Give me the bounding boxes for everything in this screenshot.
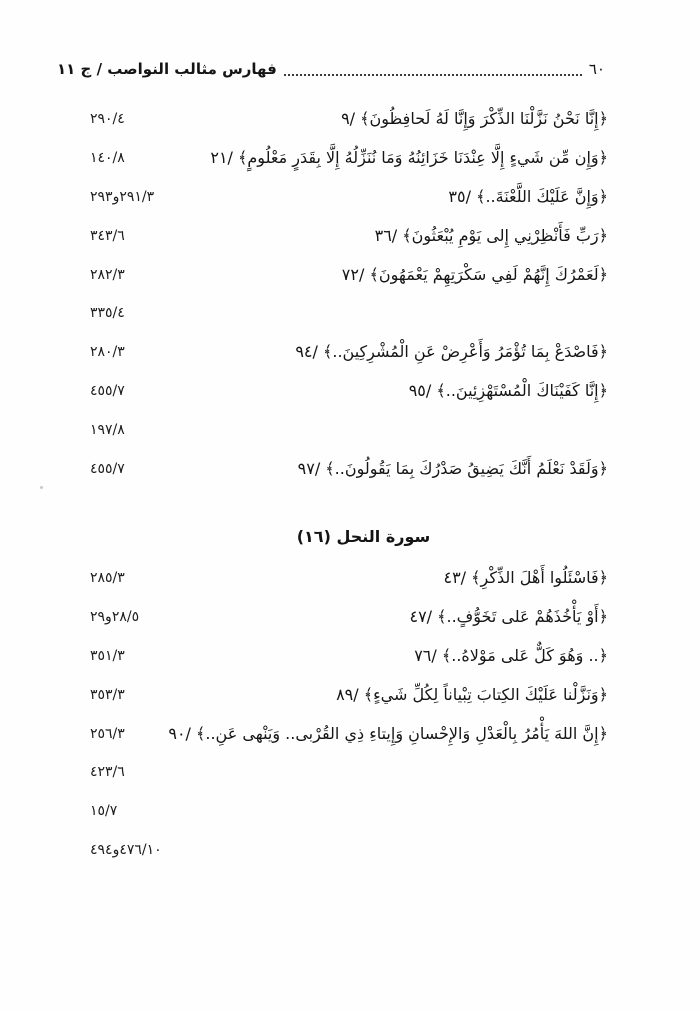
verse-citation: ﴿رَبِّ فَأَنْظِرْنِي إِلى يَوْمِ يُبْعَثُونَ﴾ /٣٦: [374, 225, 608, 245]
volume-page-ref: ٣٥١/٣: [90, 647, 125, 664]
verse-index: [57, 100, 608, 869]
volume-page-ref: ٣٣٥/٤: [90, 305, 125, 322]
verse-citation: ﴿إِنَّا نَحْنُ نَزَّلْنَا الذِّكْرَ وَإِنَّا لَهُ لَحافِظُونَ﴾ /٩: [341, 109, 608, 129]
volume-page-ref: ٤٥٥/٧: [90, 460, 125, 477]
verse-citation: ﴿وَإِنَّ عَلَيْكَ اللَّعْنَةَ..﴾ /٣٥: [448, 186, 608, 206]
index-entry-row: [57, 792, 608, 831]
verse-citation: ﴿وَنَزَّلْنا عَلَيْكَ الكِتابَ تِبْياناً لِكُلِّ شَيءٍ﴾ /٨٩: [336, 684, 608, 704]
volume-page-ref: ٢٨٠/٣: [90, 344, 125, 361]
index-entry-row: [57, 410, 608, 449]
index-entry-row: [57, 178, 608, 217]
index-entry-row: [57, 753, 608, 792]
index-entry-row: [57, 559, 608, 598]
volume-page-ref: ١٩٧/٨: [90, 421, 125, 438]
index-entry-row: [57, 449, 608, 488]
surah-heading: سورة النحل (١٦): [296, 526, 431, 546]
page-header: [57, 54, 605, 82]
index-entry-row: [57, 598, 608, 637]
volume-page-ref: ٢٨٢/٣: [90, 266, 125, 283]
volume-page-ref: ٢٩١/٣و٢٩٣: [90, 188, 155, 205]
index-entry-row: [57, 714, 608, 753]
page-number: ٦٠: [588, 60, 605, 78]
verse-citation: ﴿فَاصْدَعْ بِمَا تُؤْمَرُ وَأَعْرِضْ عَنِ الْمُشْرِكِينَ..﴾ /٩٤: [295, 342, 608, 362]
verse-citation: ﴿فَاسْئَلُوا أَهْلَ الذِّكْرِ﴾ /٤٣: [443, 568, 608, 588]
section-entries: [57, 559, 608, 869]
index-entry-row: [57, 372, 608, 411]
running-title: فهارس مثالب النواصب / ج ١١: [57, 60, 277, 78]
index-entry-row: [57, 139, 608, 178]
volume-page-ref: ٣٤٣/٦: [90, 227, 125, 244]
verse-citation: ﴿إِنَّا كَفَيْنَاكَ الْمُسْتَهْزِئِينَ..﴾ /٩٥: [408, 380, 608, 400]
volume-page-ref: ٤٧٦/١٠و٤٩٤: [90, 841, 162, 858]
volume-page-ref: ٤٢٣/٦: [90, 764, 125, 781]
dotted-leader: [284, 74, 582, 76]
index-entry-row: [57, 831, 608, 870]
volume-page-ref: ١٥/٧: [90, 803, 118, 820]
index-entry-row: [57, 294, 608, 333]
index-entry-row: [57, 100, 608, 139]
index-entry-row: [57, 333, 608, 372]
verse-citation: ﴿إِنَّ اللهَ يَأْمُرُ بِالْعَدْلِ وَالإِحْسانِ وَإِيتاءِ ذِي القُرْبى.. وَيَنْهى عَنِ..﴾ /٩٠: [168, 723, 608, 743]
volume-page-ref: ٤٥٥/٧: [90, 382, 125, 399]
verse-citation: ﴿.. وَهُوَ كَلٌّ عَلى مَوْلاهُ..﴾ /٧٦: [414, 645, 608, 665]
volume-page-ref: ٢٨٥/٣: [90, 570, 125, 587]
index-entry-row: [57, 255, 608, 294]
volume-page-ref: ٢٩٠/٤: [90, 111, 125, 128]
verse-citation: ﴿وَلَقَدْ نَعْلَمُ أَنَّكَ يَضِيقُ صَدْرُكَ بِمَا يَقُولُونَ..﴾ /٩٧: [297, 458, 608, 478]
volume-page-ref: ٢٨/٥و٢٩: [90, 609, 140, 626]
volume-page-ref: ٢٥٦/٣: [90, 725, 125, 742]
volume-page-ref: ١٤٠/٨: [90, 150, 125, 167]
verse-citation: ﴿لَعَمْرُكَ إِنَّهُمْ لَفِي سَكْرَتِهِمْ يَعْمَهُونَ﴾ /٧٢: [341, 264, 608, 284]
index-entry-row: [57, 216, 608, 255]
index-entry-row: [57, 675, 608, 714]
volume-page-ref: ٣٥٣/٣: [90, 686, 125, 703]
scan-artifact: [40, 486, 43, 489]
verse-citation: ﴿وَإِن مِّن شَيءٍ إِلَّا عِنْدَنَا خَزَائِنُهُ وَمَا نُنَزِّلُهُ إِلَّا بِقَدَرٍ مَعْلُومٍ﴾ /٢١: [210, 148, 608, 168]
index-entry-row: [57, 637, 608, 676]
verse-citation: ﴿أَوْ يَأْخُذَهُمْ عَلى تَخَوُّفٍ..﴾ /٤٧: [409, 607, 608, 627]
